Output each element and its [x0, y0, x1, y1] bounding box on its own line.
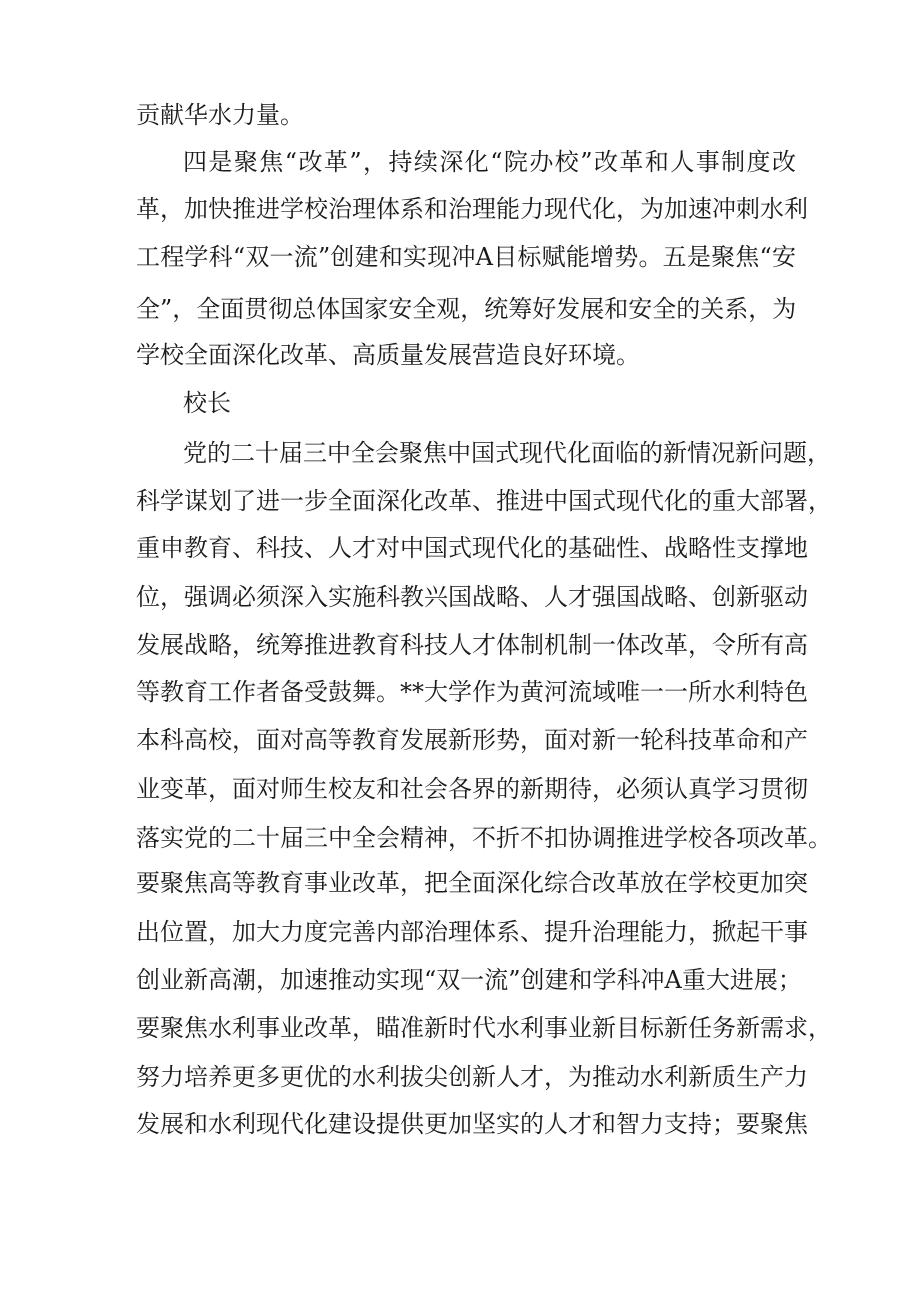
text-line: 全”，全面贯彻总体国家安全观，统筹好发展和安全的关系，为 [136, 295, 797, 323]
text-line: 工程学科“双一流”创建和实现冲A目标赋能增势。五是聚焦“安 [136, 243, 796, 271]
text-line: 重申教育、科技、人才对中国式现代化的基础性、战略性支撑地 [136, 534, 808, 562]
text-line: 贡献华水力量。 [136, 101, 304, 129]
text-line: 本科高校，面对高等教育发展新形势，面对新一轮科技革命和产 [136, 726, 808, 754]
text-line: 发展战略，统筹推进教育科技人才体制机制一体改革，令所有高 [136, 631, 808, 659]
text-line: 革，加快推进学校治理体系和治理能力现代化，为加速冲刺水利 [136, 195, 808, 223]
text-line: 要聚焦水利事业改革，瞄准新时代水利事业新目标新任务新需求， [136, 1014, 832, 1042]
text-line: 业变革，面对师生校友和社会各界的新期待，必须认真学习贯彻 [136, 775, 808, 803]
text-line: 位，强调必须深入实施科教兴国战略、人才强国战略、创新驱动 [136, 583, 808, 611]
text-line: 创业新高潮，加速推动实现“双一流”创建和学科冲A重大进展； [136, 966, 802, 994]
text-line: 出位置，加大力度完善内部治理体系、提升治理能力，掀起干事 [136, 918, 808, 946]
text-line: 落实党的二十届三中全会精神，不折不扣协调推进学校各项改革。 [136, 824, 832, 852]
text-line: 发展和水利现代化建设提供更加坚实的人才和智力支持；要聚焦 [136, 1110, 808, 1138]
text-line: 学校全面深化改革、高质量发展营造良好环境。 [136, 341, 640, 369]
text-line: 努力培养更多更优的水利拔尖创新人才，为推动水利新质生产力 [136, 1063, 808, 1091]
text-line: 四是聚焦“改革”，持续深化“院办校”改革和人事制度改 [183, 148, 796, 176]
text-line: 要聚焦高等教育事业改革，把全面深化综合改革放在学校更加突 [136, 869, 808, 897]
section-heading: 校长 [183, 389, 231, 417]
text-line: 科学谋划了进一步全面深化改革、推进中国式现代化的重大部署， [136, 487, 832, 515]
text-line: 党的二十届三中全会聚焦中国式现代化面临的新情况新问题， [183, 439, 831, 467]
text-line: 等教育工作者备受鼓舞。**大学作为黄河流域唯一一所水利特色 [136, 678, 808, 706]
